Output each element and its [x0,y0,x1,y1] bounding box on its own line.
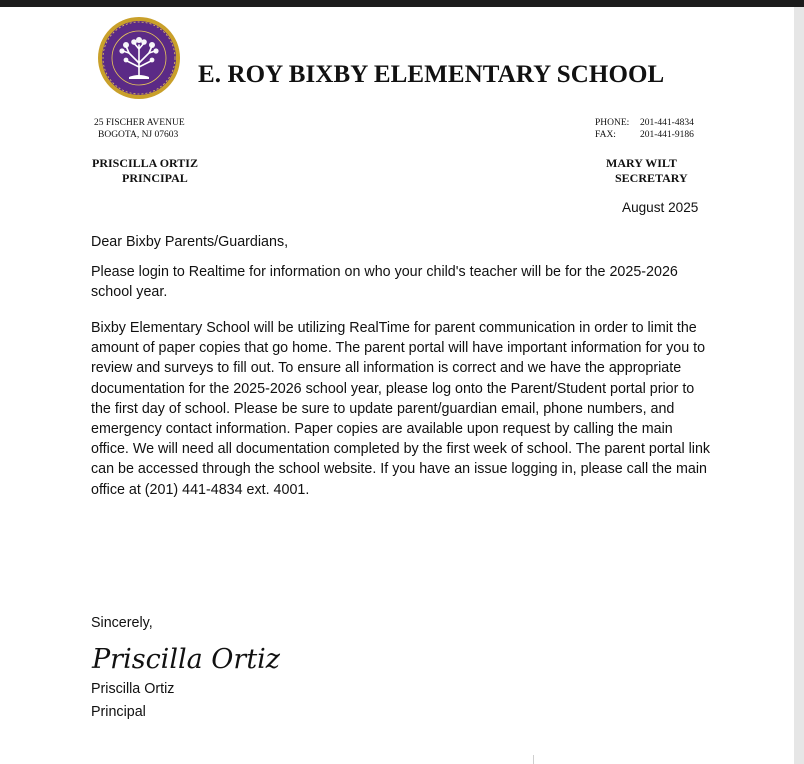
principal-block [92,156,198,186]
school-address [94,117,185,141]
secretary-title: SECRETARY [615,171,688,185]
principal-name: PRISCILLA ORTIZ [92,156,198,170]
signer-name: Priscilla Ortiz [91,681,175,697]
paragraph-2: Bixby Elementary School will be utilizing RealTime for parent communication in order to limit the amount of paper copies that go home. The parent portal will have important information for you to review and surveys to fill out. To ensure all information is correct and we have the appropriate documentation for the 2025-2026 school year, please log onto the Parent/Student portal prior to the first day of school. Please be sure to update parent/guardian email, phone numbers, and emergency contact information. Paper copies are available upon request by calling the main office. We will need all documentation completed by the first week of school. The parent portal link can be accessed through the school website. If you have an issue logging in, please call the main office at (201) 441-4834 ext. 4001. [91,320,711,498]
paragraph-1: Please login to Realtime for information on who your child's teacher will be for the 2025-2026 school year. [91,264,678,301]
principal-title: PRINCIPAL [122,171,188,185]
address-line-1: 25 FISCHER AVENUE [94,118,185,128]
page-artifact [533,755,534,764]
school-contact [595,117,694,141]
signer-title: Principal [91,704,146,720]
school-name: E. ROY BIXBY ELEMENTARY SCHOOL [198,61,665,88]
greeting: Dear Bixby Parents/Guardians, [91,234,289,250]
handwritten-signature [90,635,281,679]
fax-line [595,129,694,141]
address-line-2: BOGOTA, NJ 07603 [98,130,179,140]
letter-page [0,7,794,764]
closing: Sincerely, [91,615,153,631]
phone-line [595,117,694,129]
viewer-edge [794,7,804,764]
secretary-name: MARY WILT [606,156,677,170]
fax-value: 201-441-9186 [640,130,694,140]
letter-date: August 2025 [622,200,699,215]
phone-value: 201-441-4834 [640,118,694,128]
signer-block [91,678,711,724]
secretary-block [606,156,688,186]
school-seal-logo [96,15,182,101]
signature-text: Priscilla Ortiz [92,644,281,675]
fax-label: FAX: [595,130,616,140]
phone-label: PHONE: [595,118,630,128]
